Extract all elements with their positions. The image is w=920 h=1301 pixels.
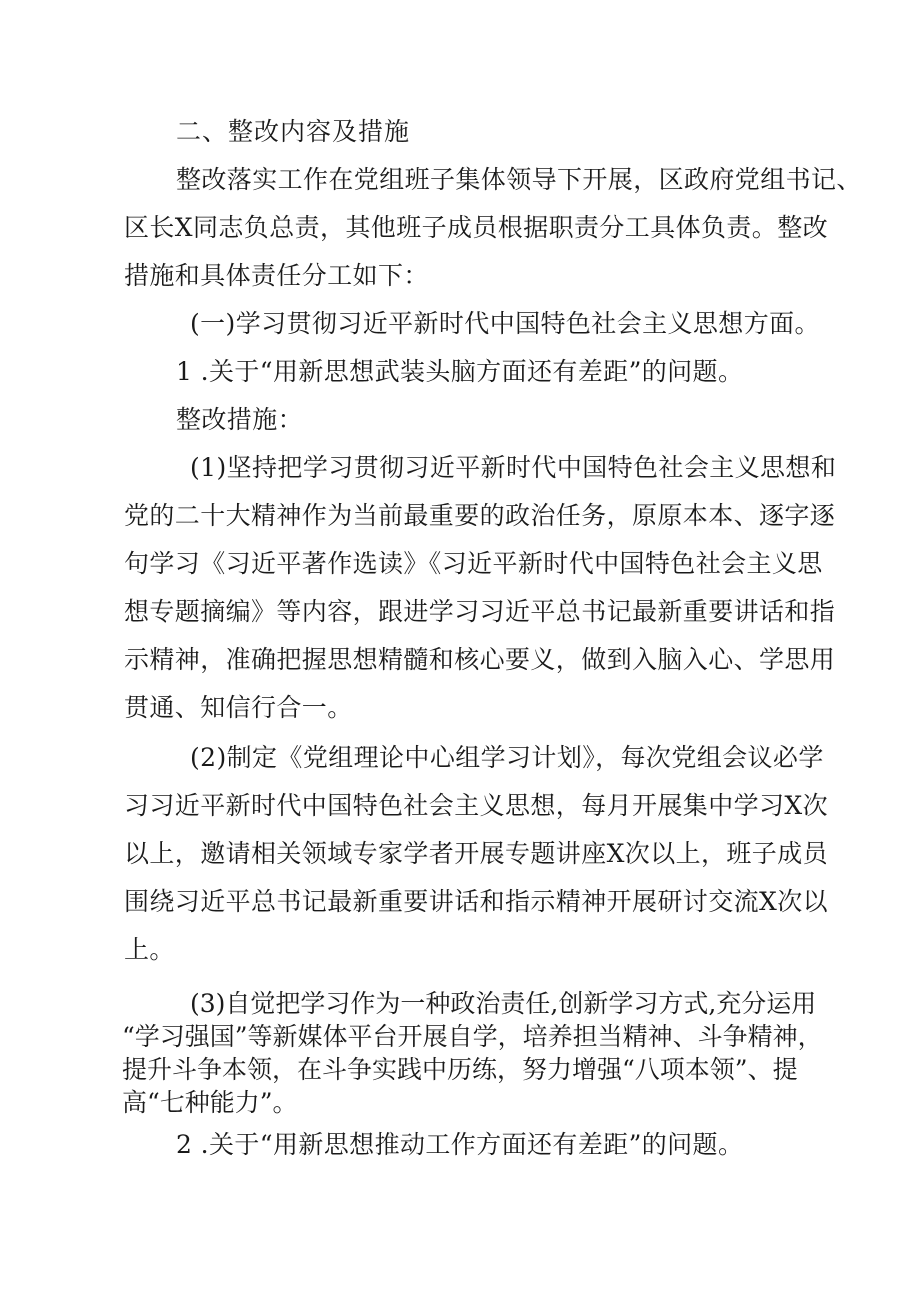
measure-3-line-3: 提升斗争本领，在斗争实践中历练，努力增强“八项本领”、提 bbox=[122, 1055, 798, 1084]
measure-2-line-2: 习习近平新时代中国特色社会主义思想，每月开展集中学习X次 bbox=[124, 791, 829, 820]
intro-line-2: 区长X同志负总责，其他班子成员根据职责分工具体负责。整改 bbox=[124, 213, 829, 242]
measure-3-line-2: “学习强国”等新媒体平台开展自学，培养担当精神、斗争精神， bbox=[122, 1022, 823, 1051]
measure-2-line-1: (2)制定《党组理论中心组学习计划》，每次党组会议必学 bbox=[190, 743, 824, 772]
measure-1-line-4: 想专题摘编》等内容，跟进学习习近平总书记最新重要讲话和指 bbox=[124, 597, 836, 626]
section-heading: 二、整改内容及措施 bbox=[176, 117, 411, 146]
measure-2-line-3: 以上，邀请相关领域专家学者开展专题讲座X次以上，班子成员 bbox=[124, 839, 829, 868]
measure-1-line-2: 党的二十大精神作为当前最重要的政治任务，原原本本、逐字逐 bbox=[124, 501, 836, 530]
measures-label: 整改措施： bbox=[176, 405, 304, 434]
item-2-title: 2 .关于“用新思想推动工作方面还有差距”的问题。 bbox=[176, 1130, 744, 1159]
measure-3-line-4: 高“七种能力”。 bbox=[122, 1088, 298, 1117]
measure-2-line-5: 上。 bbox=[124, 935, 175, 964]
intro-line-3: 措施和具体责任分工如下： bbox=[124, 261, 429, 290]
intro-line-1: 整改落实工作在党组班子集体领导下开展，区政府党组书记、 bbox=[176, 165, 862, 194]
measure-3-line-1: (3)自觉把学习作为一种政治责任,创新学习方式,充分运用 bbox=[190, 989, 817, 1018]
measure-2-line-4: 围绕习近平总书记最新重要讲话和指示精神开展研讨交流X次以 bbox=[124, 887, 829, 916]
measure-1-line-3: 句学习《习近平著作选读》《习近平新时代中国特色社会主义思 bbox=[124, 549, 823, 578]
measure-1-line-1: (1)坚持把学习贯彻习近平新时代中国特色社会主义思想和 bbox=[190, 453, 837, 482]
item-1-title: 1 .关于“用新思想武装头脑方面还有差距”的问题。 bbox=[176, 357, 744, 386]
subsection-1-title: (一)学习贯彻习近平新时代中国特色社会主义思想方面。 bbox=[190, 309, 820, 338]
measure-1-line-6: 贯通、知信行合一。 bbox=[124, 693, 353, 722]
measure-1-line-5: 示精神，准确把握思想精髓和核心要义，做到入脑入心、学思用 bbox=[124, 645, 836, 674]
